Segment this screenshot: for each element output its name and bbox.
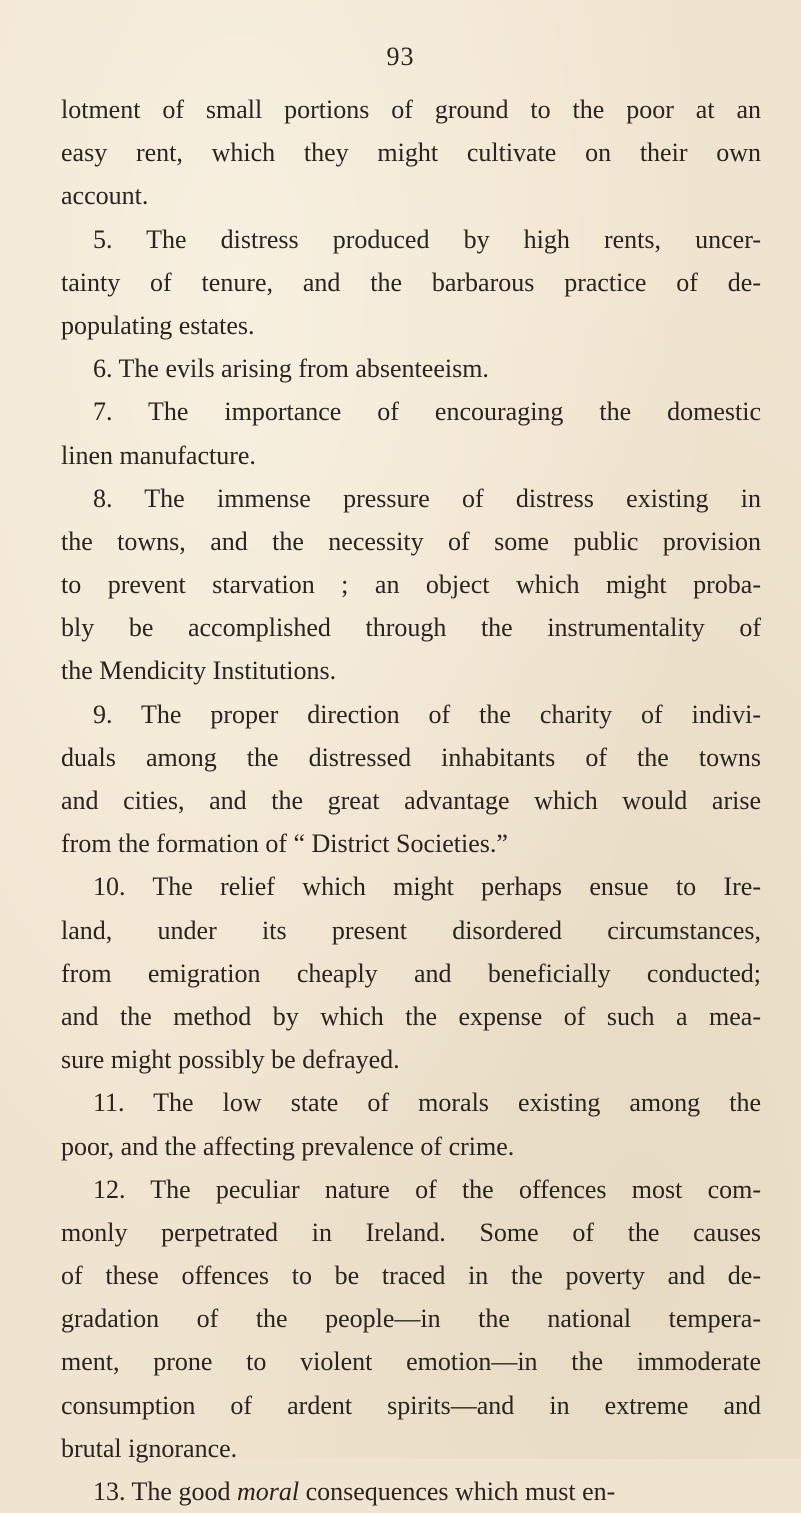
text-line: account.	[61, 181, 149, 211]
item-12-line: 12. The peculiar nature of the offences most com-	[93, 1174, 761, 1204]
item-6-line: 6. The evils arising from absenteeism.	[93, 354, 489, 384]
text-line: from the formation of “ District Societies.”	[61, 829, 508, 859]
text-line: and cities, and the great advantage which would arise	[61, 786, 761, 815]
text-line: the Mendicity Institutions.	[61, 656, 337, 686]
item-7-line: 7. The importance of encouraging the domestic	[93, 397, 761, 427]
text-line: from emigration cheaply and beneficially conducted;	[61, 958, 761, 988]
text-line: poor, and the affecting prevalence of crime.	[61, 1131, 515, 1161]
text-line: and the method by which the expense of such a mea-	[61, 1001, 761, 1031]
text-line: land, under its present disordered circumstances,	[61, 915, 761, 945]
item-13-start: 13. The good	[93, 1477, 237, 1506]
text-line: linen manufacture.	[61, 440, 256, 470]
item-13-line	[61, 1470, 761, 1513]
item-11-line: 11. The low state of morals existing among the	[93, 1088, 761, 1118]
text-line: brutal ignorance.	[61, 1433, 238, 1463]
page-number: 93	[386, 42, 415, 71]
item-5-line: 5. The distress produced by high rents, uncer-	[93, 224, 761, 254]
text-line: easy rent, which they might cultivate on their own	[61, 138, 761, 168]
item-8-line: 8. The immense pressure of distress existing in	[93, 483, 761, 513]
item-13-end: consequences which must en-	[299, 1477, 616, 1506]
text-line: lotment of small portions of ground to the poor at an	[61, 95, 761, 124]
text-line: gradation of the people—in the national tempera-	[61, 1304, 761, 1334]
text-line: tainty of tenure, and the barbarous practice of de-	[61, 267, 761, 297]
text-line: consumption of ardent spirits—and in extreme and	[61, 1390, 761, 1420]
text-line: ment, prone to violent emotion—in the immoderate	[61, 1347, 761, 1377]
text-line: sure might possibly be defrayed.	[61, 1045, 400, 1075]
text-line: to prevent starvation ; an object which might proba-	[61, 570, 761, 600]
body-text	[61, 88, 761, 1513]
text-line: bly be accomplished through the instrumentality of	[61, 613, 761, 643]
text-line: monly perpetrated in Ireland. Some of the causes	[61, 1217, 761, 1247]
item-10-line: 10. The relief which might perhaps ensue to Ire-	[93, 872, 761, 902]
text-line: of these offences to be traced in the poverty and de-	[61, 1261, 761, 1291]
item-9-line: 9. The proper direction of the charity of indivi-	[93, 699, 761, 729]
text-line: populating estates.	[61, 310, 255, 340]
italic-word: moral	[236, 1477, 300, 1506]
text-line: duals among the distressed inhabitants of the towns	[61, 742, 761, 772]
text-line: the towns, and the necessity of some public provision	[61, 526, 761, 556]
